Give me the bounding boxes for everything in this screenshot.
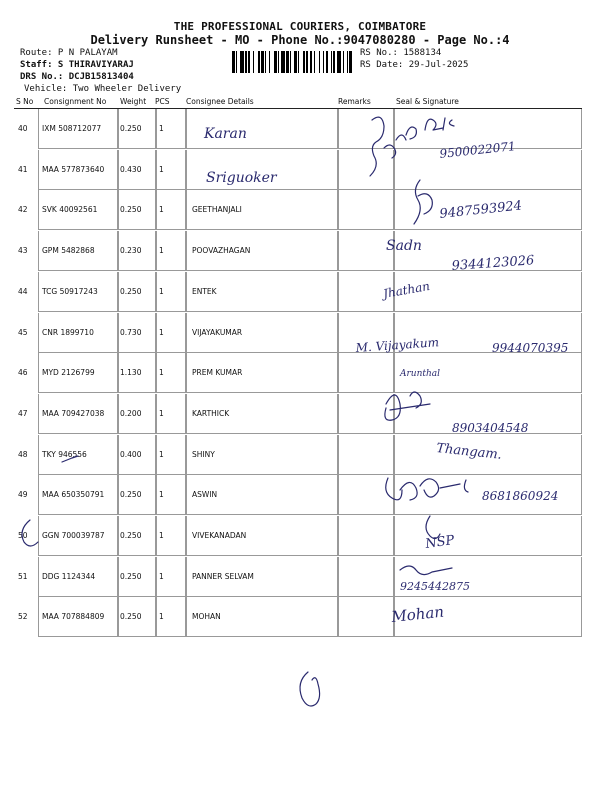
cell-border <box>118 394 156 434</box>
cell-border <box>338 557 394 597</box>
row-consignment: SVK 40092561 <box>42 205 98 215</box>
row-weight: 0.730 <box>120 327 142 337</box>
cell-border <box>156 475 186 515</box>
cell-border <box>118 557 156 597</box>
row-consignee: VIVEKANADAN <box>192 531 247 540</box>
cell-border <box>394 557 582 597</box>
row-sno: 44 <box>18 286 28 296</box>
cell-border <box>394 353 582 393</box>
row-consignment: IXM 508712077 <box>42 124 102 133</box>
cell-border <box>38 313 118 353</box>
cell-border <box>338 272 394 312</box>
barcode-bar <box>352 51 353 73</box>
row-sno: 50 <box>18 531 28 540</box>
cell-border <box>338 435 394 475</box>
cell-border <box>156 516 186 556</box>
cell-border <box>338 353 394 393</box>
rs-date: RS Date: 29-Jul-2025 <box>360 60 469 70</box>
table-row <box>14 435 582 475</box>
col-weight: Weight <box>120 97 147 106</box>
row-sno: 43 <box>18 246 28 256</box>
table-row <box>14 516 582 556</box>
runsheet-title: Delivery Runsheet - MO - Phone No.:9047080280 - Page No.:4 <box>90 33 510 47</box>
row-weight: 0.250 <box>120 286 142 296</box>
row-weight: 0.250 <box>120 205 142 215</box>
row-pcs: 1 <box>159 124 164 133</box>
barcode <box>232 51 354 73</box>
row-consignment: TCG 50917243 <box>42 286 98 296</box>
cell-border <box>186 272 338 312</box>
row-consignment: MAA 707884809 <box>42 612 105 622</box>
cell-border <box>118 231 156 271</box>
row-consignment: MAA 577873640 <box>42 164 105 174</box>
hw-r43-name: Sadn <box>386 238 422 254</box>
cell-border <box>394 190 582 230</box>
vehicle-label: Vehicle: Two Wheeler Delivery <box>24 84 182 94</box>
row-sno: 47 <box>18 408 28 418</box>
row-pcs: 1 <box>159 246 164 256</box>
row-pcs: 1 <box>159 164 164 174</box>
cell-border <box>394 394 582 434</box>
hw-r46-note: Arunthal <box>400 369 441 379</box>
col-remarks: Remarks <box>338 97 371 106</box>
row-weight: 0.250 <box>120 124 142 133</box>
cell-border <box>118 313 156 353</box>
cell-border <box>156 557 186 597</box>
hw-r52-name: Mohan <box>390 602 445 626</box>
row-pcs: 1 <box>159 408 164 418</box>
cell-border <box>338 516 394 556</box>
row-consignment: CNR 1899710 <box>42 327 94 337</box>
cell-border <box>118 272 156 312</box>
cell-border <box>186 557 338 597</box>
row-sno: 41 <box>18 164 28 174</box>
hw-r46-phone: 9944070395 <box>492 341 569 355</box>
row-consignee: SHINY <box>192 449 215 459</box>
cell-border <box>156 190 186 230</box>
table-row <box>14 190 582 230</box>
row-sno: 46 <box>18 368 28 378</box>
cell-border <box>186 597 338 637</box>
hw-r40-phone: 9500022071 <box>438 139 517 161</box>
cell-border <box>186 190 338 230</box>
cell-border <box>156 150 186 190</box>
row-weight: 0.250 <box>120 490 142 500</box>
row-pcs: 1 <box>159 571 164 581</box>
row-weight: 0.250 <box>120 571 142 581</box>
row-consignee: PANNER SELVAM <box>192 571 254 581</box>
cell-border <box>338 597 394 637</box>
table-row <box>14 475 582 515</box>
col-sno: S No <box>16 97 34 106</box>
row-pcs: 1 <box>159 490 164 500</box>
row-weight: 0.250 <box>120 531 142 540</box>
cell-border <box>118 190 156 230</box>
cell-border <box>38 150 118 190</box>
hw-r49-phone: 8681860924 <box>482 489 559 503</box>
cell-border <box>38 190 118 230</box>
cell-border <box>394 109 582 149</box>
col-consignee: Consignee Details <box>186 97 254 106</box>
company-title: THE PROFESSIONAL COURIERS, COIMBATORE <box>173 20 427 33</box>
row-sno: 52 <box>18 612 28 622</box>
cell-border <box>186 516 338 556</box>
row-consignee: GEETHANJALI <box>192 205 242 215</box>
cell-border <box>394 475 582 515</box>
cell-border <box>186 435 338 475</box>
cell-border <box>394 272 582 312</box>
row-weight: 0.430 <box>120 164 142 174</box>
row-consignment: GGN 700039787 <box>42 531 105 540</box>
cell-border <box>186 394 338 434</box>
hw-r41-name: Sriguoker <box>206 170 277 186</box>
col-seal: Seal & Signature <box>396 97 459 106</box>
row-pcs: 1 <box>159 286 164 296</box>
cell-border <box>186 353 338 393</box>
cell-border <box>338 109 394 149</box>
row-sno: 48 <box>18 449 28 459</box>
cell-border <box>394 231 582 271</box>
row-sno: 45 <box>18 327 28 337</box>
row-pcs: 1 <box>159 327 164 337</box>
cell-border <box>118 435 156 475</box>
col-pcs: PCS <box>155 97 170 106</box>
cell-border <box>38 231 118 271</box>
table-row <box>14 150 582 190</box>
cell-border <box>156 394 186 434</box>
cell-border <box>394 516 582 556</box>
cell-border <box>156 353 186 393</box>
row-consignee: KARTHICK <box>192 408 230 418</box>
cell-border <box>338 313 394 353</box>
row-consignee: POOVAZHAGAN <box>192 246 251 256</box>
table-row <box>14 313 582 353</box>
row-sno: 42 <box>18 205 28 215</box>
row-consignee: ENTEK <box>192 286 217 296</box>
row-sno: 40 <box>18 124 28 133</box>
hw-r42-phone: 9487593924 <box>438 198 523 222</box>
table-row <box>14 353 582 393</box>
row-consignment: MAA 650350791 <box>42 490 105 500</box>
cell-border <box>38 557 118 597</box>
table-row <box>14 109 582 149</box>
row-consignment: DDG 1124344 <box>42 571 96 581</box>
cell-border <box>38 475 118 515</box>
row-consignee: MOHAN <box>192 612 221 622</box>
table-row <box>14 394 582 434</box>
cell-border <box>186 231 338 271</box>
table-row <box>14 597 582 637</box>
cell-border <box>156 109 186 149</box>
hw-r48-name: Thangam. <box>435 441 503 463</box>
cell-border <box>394 150 582 190</box>
cell-border <box>38 597 118 637</box>
cell-border <box>156 272 186 312</box>
row-weight: 0.250 <box>120 612 142 622</box>
drs-label: DRS No.: DCJB15813404 <box>20 72 134 82</box>
hw-r50-name: NSP <box>424 533 456 552</box>
cell-border <box>394 313 582 353</box>
row-consignment: TKY 946556 <box>42 449 87 459</box>
cell-border <box>186 313 338 353</box>
col-consignment: Consignment No <box>44 97 107 106</box>
row-pcs: 1 <box>159 612 164 622</box>
row-consignee: PREM KUMAR <box>192 368 243 378</box>
table-row <box>14 272 582 312</box>
hw-r47-phone: 8903404548 <box>452 421 529 435</box>
cell-border <box>394 597 582 637</box>
route-label: Route: P N PALAYAM <box>20 48 118 58</box>
row-weight: 0.230 <box>120 246 142 256</box>
cell-border <box>118 109 156 149</box>
hw-r51-phone: 9245442875 <box>400 580 470 593</box>
cell-border <box>38 435 118 475</box>
row-pcs: 1 <box>159 531 164 540</box>
cell-border <box>156 313 186 353</box>
staff-label: Staff: S THIRAVIYARAJ <box>20 60 134 70</box>
table-row <box>14 231 582 271</box>
cell-border <box>186 150 338 190</box>
hw-r40-name: Karan <box>204 126 247 142</box>
cell-border <box>118 150 156 190</box>
rs-number: RS No.: 1588134 <box>360 48 442 58</box>
hw-r44-name: Jhathan <box>382 278 431 301</box>
hw-r43-phone: 9344123026 <box>451 253 535 274</box>
row-sno: 49 <box>18 490 28 500</box>
row-consignment: MYD 2126799 <box>42 368 95 378</box>
cell-border <box>338 150 394 190</box>
cell-border <box>338 394 394 434</box>
cell-border <box>186 475 338 515</box>
row-weight: 0.400 <box>120 449 142 459</box>
hw-r46-name: M. Vijayakum <box>355 335 440 355</box>
cell-border <box>118 516 156 556</box>
row-consignment: GPM 5482868 <box>42 246 95 256</box>
row-weight: 1.130 <box>120 368 142 378</box>
cell-border <box>186 109 338 149</box>
row-consignee: ASWIN <box>192 490 218 500</box>
cell-border <box>394 435 582 475</box>
cell-border <box>118 353 156 393</box>
cell-border <box>156 597 186 637</box>
row-pcs: 1 <box>159 368 164 378</box>
cell-border <box>38 272 118 312</box>
cell-border <box>338 475 394 515</box>
cell-border <box>118 475 156 515</box>
row-weight: 0.200 <box>120 408 142 418</box>
row-consignment: MAA 709427038 <box>42 408 105 418</box>
row-pcs: 1 <box>159 205 164 215</box>
cell-border <box>38 109 118 149</box>
cell-border <box>156 435 186 475</box>
row-consignee: VIJAYAKUMAR <box>192 327 243 337</box>
cell-border <box>38 516 118 556</box>
row-pcs: 1 <box>159 449 164 459</box>
table-row <box>14 557 582 597</box>
cell-border <box>38 394 118 434</box>
cell-border <box>118 597 156 637</box>
row-sno: 51 <box>18 571 28 581</box>
cell-border <box>338 231 394 271</box>
cell-border <box>38 353 118 393</box>
cell-border <box>338 190 394 230</box>
cell-border <box>156 231 186 271</box>
